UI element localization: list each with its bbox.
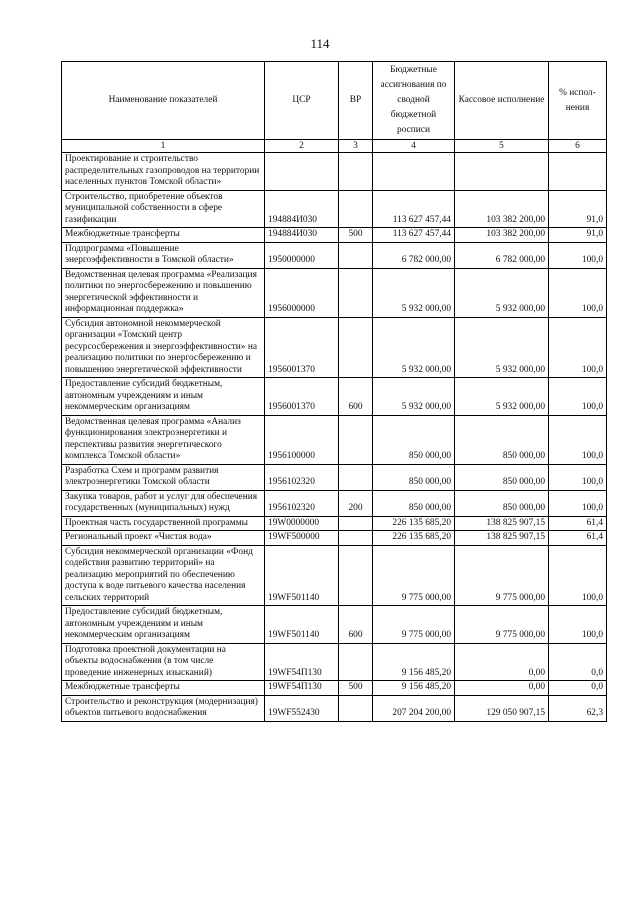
table-row	[62, 378, 607, 416]
table-row	[62, 695, 607, 721]
row-budget: 6 782 000,00	[373, 242, 455, 268]
row-budget: 9 775 000,00	[373, 545, 455, 606]
row-name: Предоставление субсидий бюджетным, автономным учреждениям и иным некоммерческим организациям	[62, 606, 265, 644]
row-csr: 19W0000000	[265, 516, 339, 531]
column-number-row	[62, 140, 607, 153]
row-csr: 19WF501140	[265, 606, 339, 644]
row-budget: 850 000,00	[373, 464, 455, 490]
row-name: Строительство и реконструкция (модернизация) объектов питьевого водоснабжения	[62, 695, 265, 721]
row-cash: 138 825 907,15	[455, 531, 549, 546]
column-number: 6	[549, 140, 607, 153]
row-csr: 19WF54П130	[265, 643, 339, 681]
column-number: 5	[455, 140, 549, 153]
column-number: 4	[373, 140, 455, 153]
header-name: Наименование показателей	[62, 62, 265, 140]
row-name: Межбюджетные трансферты	[62, 681, 265, 696]
row-percent: 91,0	[549, 190, 607, 228]
row-name: Субсидия автономной некоммерческой организации «Томский центр ресурсосбережения и энергоэффективности» на реализацию политики по энергосбережению и повышению энергетической эффективности	[62, 317, 265, 378]
table-row	[62, 606, 607, 644]
row-cash: 129 050 907,15	[455, 695, 549, 721]
table-row	[62, 153, 607, 191]
row-budget: 850 000,00	[373, 490, 455, 516]
header-percent: % испол-нения	[549, 62, 607, 140]
row-budget: 226 135 685,20	[373, 516, 455, 531]
row-vr	[339, 190, 373, 228]
budget-table	[61, 61, 607, 722]
table-row	[62, 545, 607, 606]
row-percent: 100,0	[549, 378, 607, 416]
row-csr: 1956000000	[265, 268, 339, 317]
header-cash: Кассовое исполнение	[455, 62, 549, 140]
row-percent: 61,4	[549, 531, 607, 546]
column-number: 1	[62, 140, 265, 153]
row-vr	[339, 317, 373, 378]
row-percent: 62,3	[549, 695, 607, 721]
row-vr	[339, 643, 373, 681]
row-vr: 600	[339, 378, 373, 416]
table-row	[62, 681, 607, 696]
row-csr: 19WF500000	[265, 531, 339, 546]
row-percent	[549, 153, 607, 191]
row-percent: 100,0	[549, 415, 607, 464]
row-csr: 1956102320	[265, 490, 339, 516]
row-budget: 850 000,00	[373, 415, 455, 464]
row-vr	[339, 415, 373, 464]
row-cash: 9 775 000,00	[455, 545, 549, 606]
row-csr: 1956100000	[265, 415, 339, 464]
row-percent: 0,0	[549, 643, 607, 681]
row-budget: 5 932 000,00	[373, 378, 455, 416]
row-vr	[339, 695, 373, 721]
row-vr: 500	[339, 681, 373, 696]
page-number: 114	[310, 36, 330, 51]
table-row	[62, 643, 607, 681]
row-vr	[339, 153, 373, 191]
row-percent: 91,0	[549, 228, 607, 243]
row-name: Подпрограмма «Повышение энергоэффективности в Томской области»	[62, 242, 265, 268]
row-name: Субсидия некоммерческой организации «Фонд содействия развитию территорий» на реализацию мероприятий по обеспечению доступа к воде питьевого качества населения сельских территорий	[62, 545, 265, 606]
row-vr: 500	[339, 228, 373, 243]
row-csr: 19WF54П130	[265, 681, 339, 696]
row-percent: 100,0	[549, 317, 607, 378]
row-name: Ведомственная целевая программа «Реализация политики по энергосбережению и повышению энергетической эффективности и информационная поддержка»	[62, 268, 265, 317]
header-budget: Бюджетные ассигнования по сводной бюджетной росписи	[373, 62, 455, 140]
row-csr: 19WF552430	[265, 695, 339, 721]
row-csr: 19WF501140	[265, 545, 339, 606]
row-percent: 100,0	[549, 268, 607, 317]
table-row	[62, 531, 607, 546]
row-percent: 100,0	[549, 606, 607, 644]
row-name: Межбюджетные трансферты	[62, 228, 265, 243]
table-row	[62, 490, 607, 516]
row-budget: 5 932 000,00	[373, 268, 455, 317]
row-cash: 103 382 200,00	[455, 190, 549, 228]
row-percent: 0,0	[549, 681, 607, 696]
header-row	[62, 62, 607, 140]
row-cash: 5 932 000,00	[455, 378, 549, 416]
row-name: Ведомственная целевая программа «Анализ функционирования электроэнергетики и перспективы развития энергетического комплекса Томской области»	[62, 415, 265, 464]
row-percent: 100,0	[549, 490, 607, 516]
row-name: Региональный проект «Чистая вода»	[62, 531, 265, 546]
row-vr	[339, 242, 373, 268]
row-budget: 226 135 685,20	[373, 531, 455, 546]
row-cash: 103 382 200,00	[455, 228, 549, 243]
table-row	[62, 242, 607, 268]
row-name: Проектирование и строительство распределительных газопроводов на территории населенных пунктов Томской области»	[62, 153, 265, 191]
row-vr	[339, 464, 373, 490]
header-vr: ВР	[339, 62, 373, 140]
row-csr: 1956102320	[265, 464, 339, 490]
row-cash: 5 932 000,00	[455, 317, 549, 378]
row-budget: 9 775 000,00	[373, 606, 455, 644]
row-cash: 850 000,00	[455, 464, 549, 490]
row-name: Предоставление субсидий бюджетным, автономным учреждениям и иным некоммерческим организациям	[62, 378, 265, 416]
row-vr: 200	[339, 490, 373, 516]
row-name: Разработка Схем и программ развития электроэнергетики Томской области	[62, 464, 265, 490]
row-cash: 0,00	[455, 681, 549, 696]
table-row	[62, 190, 607, 228]
column-number: 2	[265, 140, 339, 153]
row-csr: 194884И030	[265, 190, 339, 228]
row-percent: 100,0	[549, 464, 607, 490]
row-budget: 207 204 200,00	[373, 695, 455, 721]
row-vr	[339, 268, 373, 317]
row-name: Подготовка проектной документации на объекты водоснабжения (в том числе проведение инженерных изысканий)	[62, 643, 265, 681]
row-percent: 100,0	[549, 545, 607, 606]
row-name: Проектная часть государственной программы	[62, 516, 265, 531]
row-budget: 113 627 457,44	[373, 228, 455, 243]
row-cash: 850 000,00	[455, 415, 549, 464]
table-row	[62, 317, 607, 378]
row-cash: 9 775 000,00	[455, 606, 549, 644]
table-row	[62, 228, 607, 243]
table-row	[62, 464, 607, 490]
row-csr: 1956001370	[265, 378, 339, 416]
row-cash: 850 000,00	[455, 490, 549, 516]
row-cash: 0,00	[455, 643, 549, 681]
row-percent: 100,0	[549, 242, 607, 268]
table-row	[62, 268, 607, 317]
row-csr: 1950000000	[265, 242, 339, 268]
row-budget: 113 627 457,44	[373, 190, 455, 228]
row-name: Строительство, приобретение объектов муниципальной собственности в сфере газификации	[62, 190, 265, 228]
row-budget: 9 156 485,20	[373, 643, 455, 681]
row-budget: 9 156 485,20	[373, 681, 455, 696]
row-percent: 61,4	[549, 516, 607, 531]
row-csr	[265, 153, 339, 191]
row-name: Закупка товаров, работ и услуг для обеспечения государственных (муниципальных) нужд	[62, 490, 265, 516]
row-budget: 5 932 000,00	[373, 317, 455, 378]
row-vr: 600	[339, 606, 373, 644]
row-budget	[373, 153, 455, 191]
row-cash: 5 932 000,00	[455, 268, 549, 317]
row-cash: 138 825 907,15	[455, 516, 549, 531]
table-row	[62, 516, 607, 531]
row-csr: 194884И030	[265, 228, 339, 243]
row-cash: 6 782 000,00	[455, 242, 549, 268]
row-vr	[339, 516, 373, 531]
table-row	[62, 415, 607, 464]
header-csr: ЦСР	[265, 62, 339, 140]
row-cash	[455, 153, 549, 191]
row-vr	[339, 531, 373, 546]
row-vr	[339, 545, 373, 606]
column-number: 3	[339, 140, 373, 153]
row-csr: 1956001370	[265, 317, 339, 378]
